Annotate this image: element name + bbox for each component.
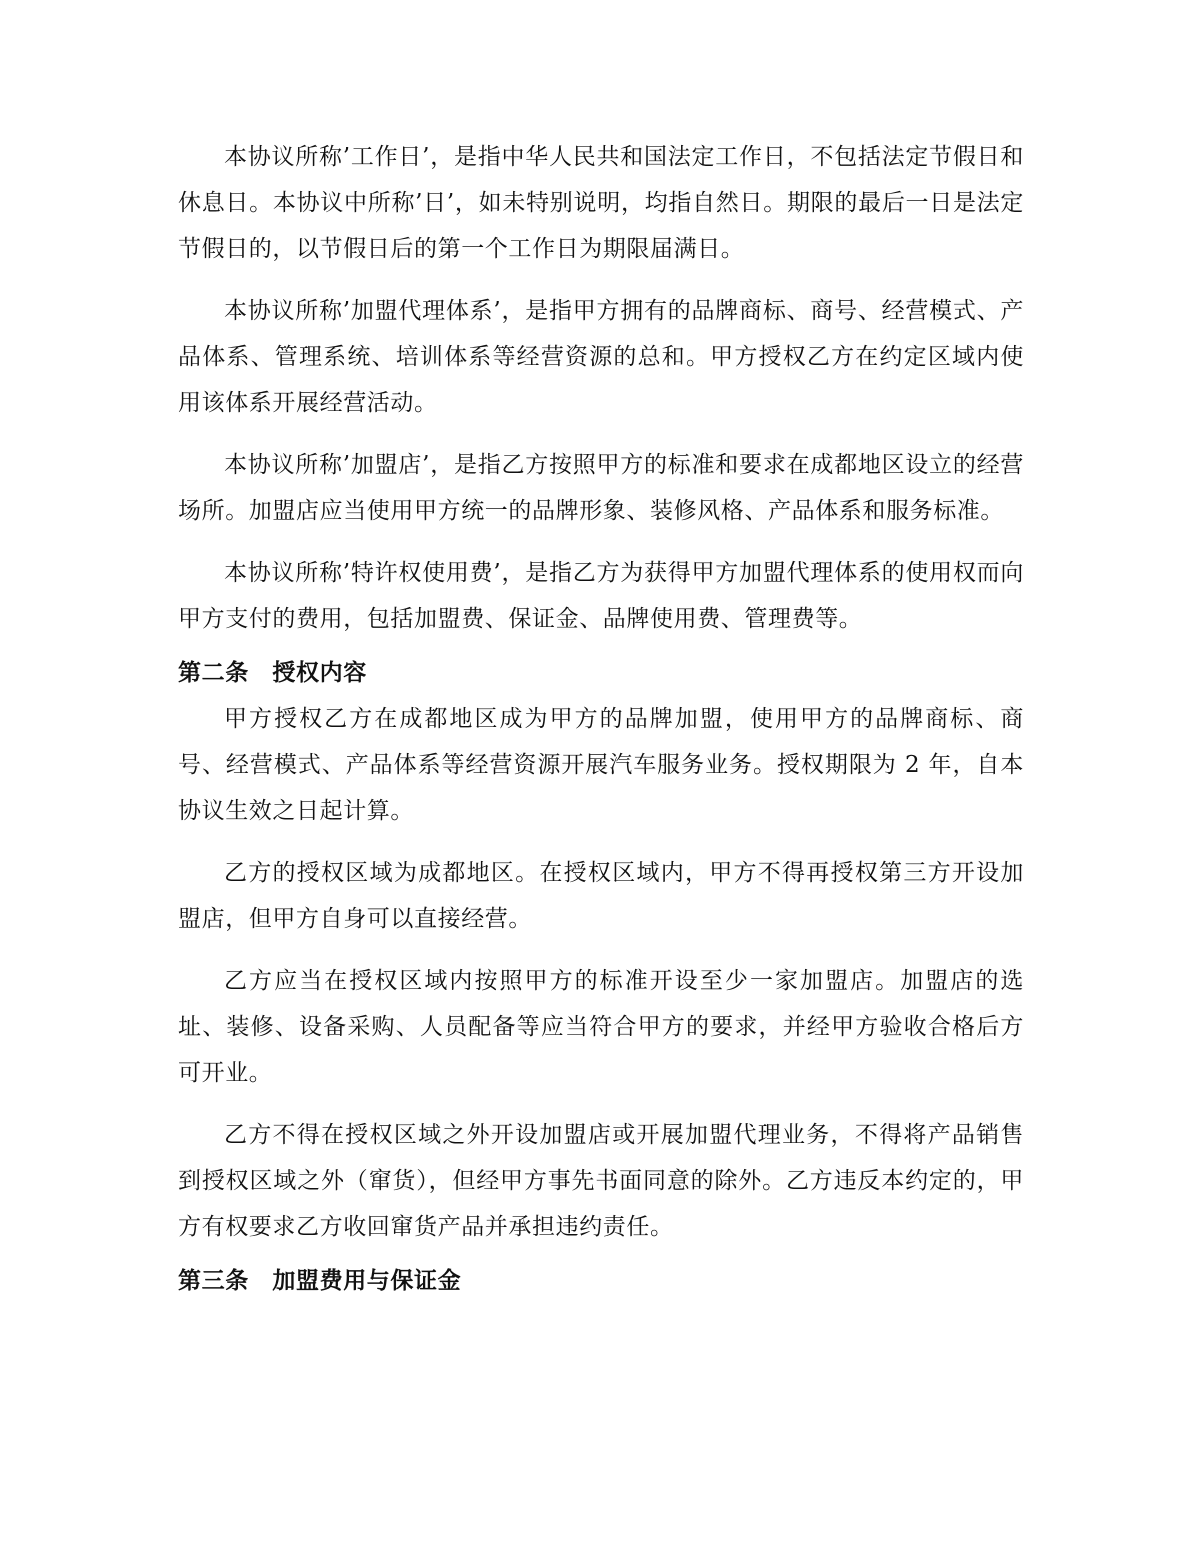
paragraph-region-restriction: 乙方不得在授权区域之外开设加盟店或开展加盟代理业务，不得将产品销售到授权区域之外（窜货），但经甲方事先书面同意的除外。乙方违反本约定的，甲方有权要求乙方收回窜货产品并承担违约责任。: [178, 1122, 1024, 1240]
paragraph-workday-definition: 本协议所称’工作日’，是指中华人民共和国法定工作日，不包括法定节假日和休息日。本协议中所称’日’，如未特别说明，均指自然日。期限的最后一日是法定节假日的，以节假日后的第一个工作日为期限届满日。: [178, 144, 1024, 262]
paragraph-authorization-scope: 甲方授权乙方在成都地区成为甲方的品牌加盟，使用甲方的品牌商标、商号、经营模式、产品体系等经营资源开展汽车服务业务。授权期限为 2 年，自本协议生效之日起计算。: [178, 706, 1024, 824]
section-heading-authorization: 第二条 授权内容: [178, 660, 367, 686]
paragraph-franchise-store-definition: 本协议所称’加盟店’，是指乙方按照甲方的标准和要求在成都地区设立的经营场所。加盟店应当使用甲方统一的品牌形象、装修风格、产品体系和服务标准。: [178, 452, 1024, 524]
paragraph-franchise-system-definition: 本协议所称’加盟代理体系’，是指甲方拥有的品牌商标、商号、经营模式、产品体系、管理系统、培训体系等经营资源的总和。甲方授权乙方在约定区域内使用该体系开展经营活动。: [178, 298, 1024, 416]
paragraph-authorized-region: 乙方的授权区域为成都地区。在授权区域内，甲方不得再授权第三方开设加盟店，但甲方自身可以直接经营。: [178, 860, 1024, 932]
section-heading-fees-deposit: 第三条 加盟费用与保证金: [178, 1268, 462, 1294]
paragraph-store-opening: 乙方应当在授权区域内按照甲方的标准开设至少一家加盟店。加盟店的选址、装修、设备采购、人员配备等应当符合甲方的要求，并经甲方验收合格后方可开业。: [178, 968, 1024, 1086]
paragraph-franchise-fee-definition: 本协议所称’特许权使用费’，是指乙方为获得甲方加盟代理体系的使用权而向甲方支付的费用，包括加盟费、保证金、品牌使用费、管理费等。: [178, 560, 1024, 632]
